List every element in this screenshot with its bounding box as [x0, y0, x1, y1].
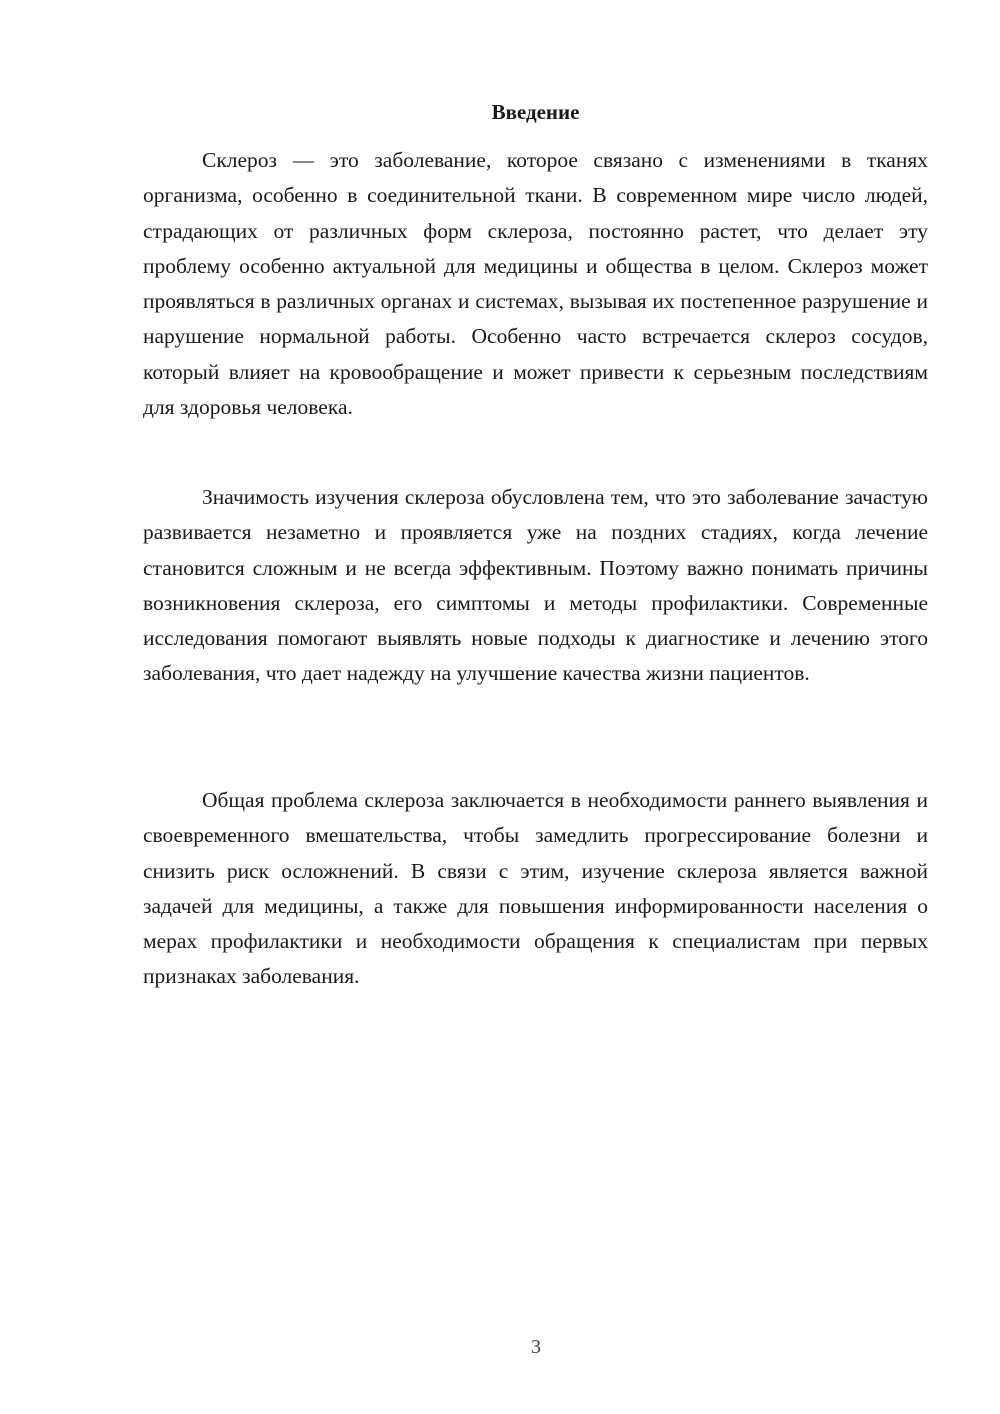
paragraph-2: Значимость изучения склероза обусловлена тем, что это заболевание зачастую развивается незаметно и проявляется уже на поздних стадиях, когда лечение становится сложным и не всегда эффективным. Поэтому важно понимать причины возникновения склероза, его симптомы и методы профилактики. Современные исследования помогают выявлять новые подходы к диагностике и лечению этого заболевания, что дает надежду на улучшение качества жизни пациентов. [143, 485, 928, 686]
paragraph-3: Общая проблема склероза заключается в необходимости раннего выявления и своевременного вмешательства, чтобы замедлить прогрессирование болезни и снизить риск осложнений. В связи с этим, изучение склероза является важной задачей для медицины, а также для повышения информированности населения о мерах профилактики и необходимости обращения к специалистам при первых признаках заболевания. [143, 788, 928, 989]
section-heading: Введение [491, 100, 580, 124]
page-number: 3 [531, 1336, 541, 1358]
paragraph-1: Склероз — это заболевание, которое связано с изменениями в тканях организма, особенно в соединительной ткани. В современном мире число людей, страдающих от различных форм склероза, постоянно растет, что делает эту проблему особенно актуальной для медицины и общества в целом. Склероз может проявляться в различных органах и системах, вызывая их постепенное разрушение и нарушение нормальной работы. Особенно часто встречается склероз сосудов, который влияет на кровообращение и может привести к серьезным последствиям для здоровья человека. [143, 148, 928, 420]
